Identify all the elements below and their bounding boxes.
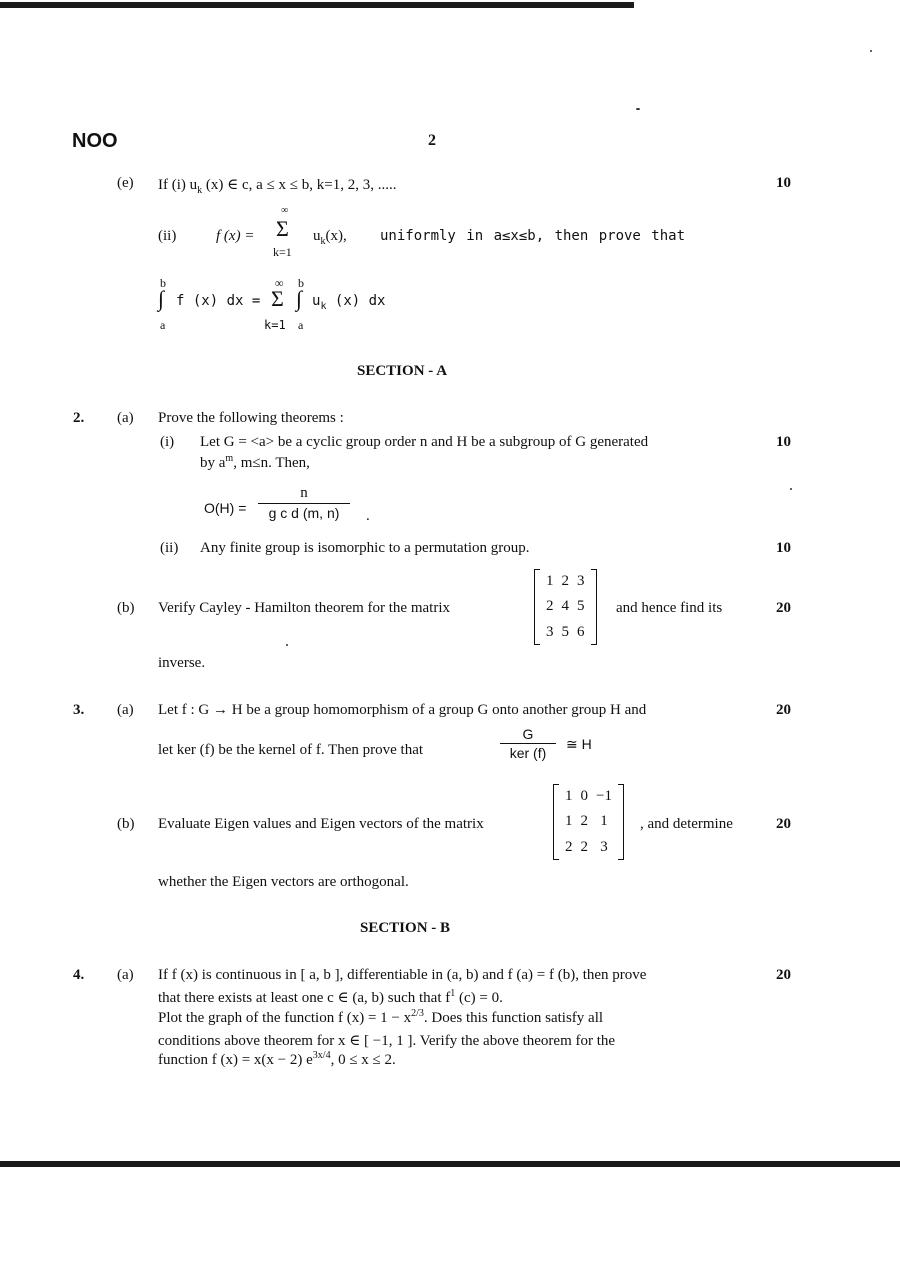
- oh-lhs: O(H) =: [204, 500, 247, 516]
- matrix-cell: 1: [565, 813, 573, 830]
- oh-trailing-dot: .: [366, 508, 370, 524]
- q2b-text-after: and hence find its: [616, 600, 723, 616]
- sum-upper-limit: ∞: [281, 205, 289, 216]
- matrix-cell: 2: [580, 813, 588, 830]
- q2b-text: Verify Cayley - Hamilton theorem for the matrix: [158, 600, 450, 616]
- quotient-rhs: ≅ H: [566, 736, 592, 752]
- quotient-numerator: G: [500, 726, 556, 744]
- matrix-right-bracket: [591, 569, 597, 645]
- rhs-integral-sign: ∫: [296, 286, 303, 311]
- q3-number: 3.: [73, 702, 85, 718]
- rhs-integral-upper: b: [298, 276, 304, 290]
- scan-speck: [286, 644, 288, 646]
- matrix-cell: 5: [561, 623, 569, 640]
- matrix-cell: 3: [577, 573, 585, 590]
- quotient-fraction: [500, 726, 556, 761]
- bottom-border-bar: [0, 1161, 900, 1167]
- q1e-term: $u_k(x)$,: [313, 228, 347, 247]
- matrix-cell: 1: [565, 788, 573, 805]
- q1e-label: (e): [117, 175, 134, 191]
- matrix-left-bracket: [534, 569, 540, 645]
- integral-lower-limit: a: [160, 318, 166, 332]
- rhs-sum-lower: k=1: [264, 318, 286, 332]
- q2a-ii-text: Any finite group is isomorphic to a permutation group.: [200, 540, 530, 556]
- matrix-cell: 5: [577, 598, 585, 615]
- q3b-line2: whether the Eigen vectors are orthogonal.: [158, 874, 409, 890]
- q4a-line3: Plot the graph of the function f $(x) = 1 - x^{2/3}$. Does this function satisfy all: [158, 1008, 604, 1026]
- q2b-matrix: [534, 569, 597, 645]
- oh-denominator: g c d (m, n): [268, 505, 340, 521]
- q3b-label: (b): [117, 816, 135, 832]
- rhs-integral-lower: a: [298, 318, 304, 332]
- quotient-denominator: ker (f): [509, 745, 547, 761]
- q4a-label: (a): [117, 967, 134, 983]
- oh-numerator: n: [258, 485, 350, 504]
- q4a-line1: If f (x) is continuous in [ a, b ], differentiable in (a, b) and f (a) = f (b), then prove: [158, 967, 647, 983]
- matrix-cell: 2: [580, 838, 588, 855]
- q2b-line2: inverse.: [158, 655, 206, 671]
- section-a-title: SECTION - A: [357, 363, 448, 379]
- q1e-line1: If (i) $u_k$ (x) ∈ c, a ≤ x ≤ b, k=1, 2, 3, .....: [158, 177, 397, 196]
- matrix-cell: 6: [577, 623, 585, 640]
- q2b-label: (b): [117, 600, 135, 616]
- q1e-f-lhs: f (x) =: [216, 228, 255, 244]
- q3b-text-after: , and determine: [640, 816, 733, 832]
- matrix-cell: 2: [546, 598, 554, 615]
- q3b-matrix: [553, 784, 624, 860]
- matrix-cell: 0: [580, 788, 588, 805]
- q4-number: 4.: [73, 967, 85, 983]
- q2a-label: (a): [117, 410, 134, 426]
- q1e-ii-label: (ii): [158, 228, 177, 244]
- q2a-ii-label: (ii): [160, 540, 179, 556]
- q3a-label: (a): [117, 702, 134, 718]
- rhs-sum-upper: ∞: [275, 276, 284, 290]
- matrix-cell: −1: [596, 788, 612, 805]
- rhs-integrand: $u_k$ (x) dx: [312, 293, 386, 312]
- oh-fraction: [258, 485, 350, 521]
- matrix-cell: 3: [546, 623, 554, 640]
- q3b-marks: 20: [776, 816, 791, 832]
- q4a-line2: that there exists at least one c ∈ (a, b) such that $f^1$ (c) = 0.: [158, 988, 503, 1006]
- q4a-line4: conditions above theorem for x ∈ [ −1, 1 ]. Verify the above theorem for the: [158, 1033, 616, 1049]
- matrix-cell: 4: [561, 598, 569, 615]
- matrix-cell: 2: [561, 573, 569, 590]
- q3a-line2: let ker (f) be the kernel of f. Then prove that: [158, 742, 424, 758]
- top-border-bar: [0, 2, 634, 8]
- matrix-cell: 2: [565, 838, 573, 855]
- q2a-i-label: (i): [160, 434, 175, 450]
- integral-sign: ∫: [158, 286, 165, 311]
- matrix-cell: 1: [546, 573, 554, 590]
- q2a-ii-marks: 10: [776, 540, 791, 556]
- matrix-cell: 3: [600, 838, 608, 855]
- q2a-i-marks: 10: [776, 434, 791, 450]
- q1e-uniform-text: uniformly in a≤x≤b, then prove that: [380, 228, 686, 244]
- matrix-cell: 1: [600, 813, 608, 830]
- q4a-line5: function f (x) = x(x − 2) $e^{3x/4}$, 0 ≤ x ≤ 2.: [158, 1050, 396, 1068]
- section-b-title: SECTION - B: [360, 920, 451, 936]
- scan-speck: [870, 50, 872, 52]
- q2a-text: Prove the following theorems :: [158, 410, 344, 426]
- paper-code: NOO: [72, 130, 118, 152]
- page-number: 2: [428, 132, 436, 149]
- q3b-text: Evaluate Eigen values and Eigen vectors of the matrix: [158, 816, 484, 832]
- q3a-line1: Let f : G → H be a group homomorphism of a group G onto another group H and: [158, 702, 647, 718]
- q1e-marks: 10: [776, 175, 791, 191]
- integral-lhs: f (x) dx =: [176, 293, 261, 309]
- q4a-marks: 20: [776, 967, 791, 983]
- matrix-right-bracket: [618, 784, 624, 860]
- matrix-left-bracket: [553, 784, 559, 860]
- q3a-marks: 20: [776, 702, 791, 718]
- q2a-i-line1: Let G = <a> be a cyclic group order n and H be a subgroup of G generated: [200, 434, 649, 450]
- rhs-sigma-symbol: Σ: [271, 286, 284, 311]
- integral-upper-limit: b: [160, 276, 166, 290]
- scan-speck: [636, 108, 640, 110]
- scan-speck: [790, 488, 792, 490]
- q2a-i-line2: by $a^m$, m≤n. Then,: [200, 453, 310, 471]
- q2-number: 2.: [73, 410, 85, 426]
- sum-lower-limit: k=1: [273, 245, 292, 259]
- sigma-symbol: Σ: [276, 216, 289, 241]
- q2b-marks: 20: [776, 600, 791, 616]
